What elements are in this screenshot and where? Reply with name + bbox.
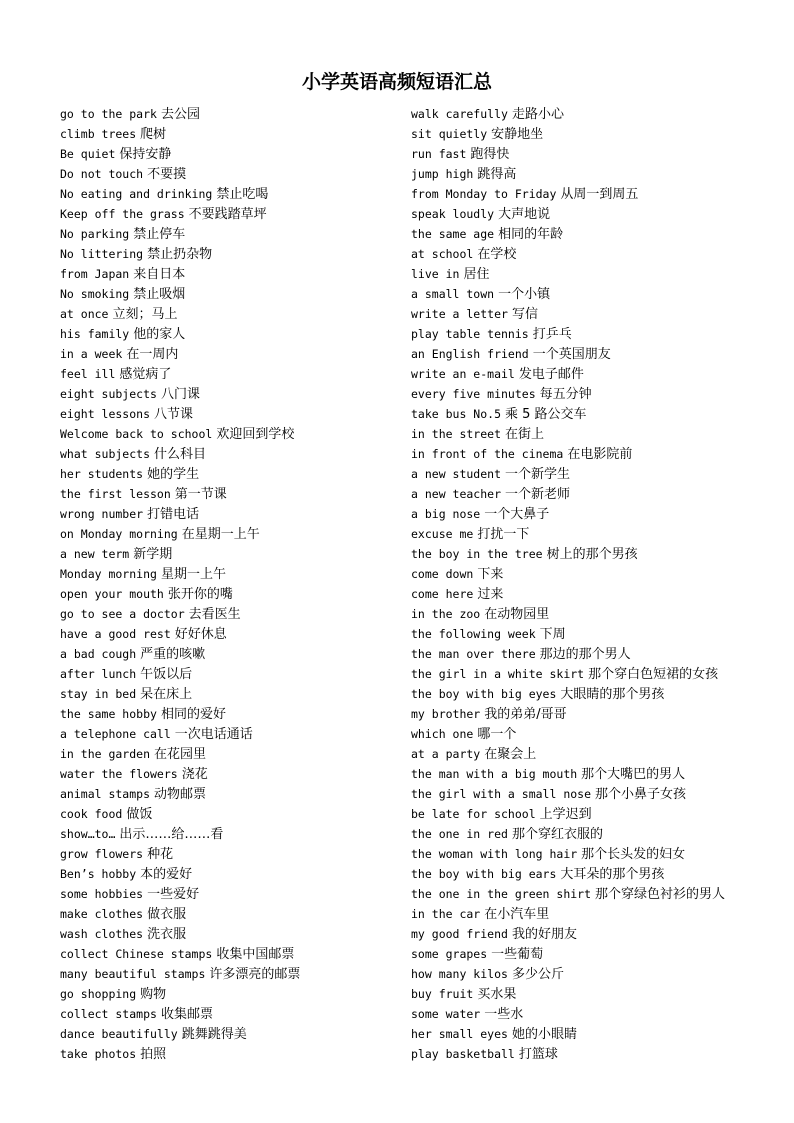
phrase-row (60, 484, 400, 504)
phrase-row (60, 884, 400, 904)
phrase-english: a new student (411, 467, 502, 481)
phrase-english: the girl with a small nose (411, 787, 592, 801)
phrase-english: cook food (60, 807, 123, 821)
phrase-row (411, 1024, 781, 1044)
phrase-chinese: 午饭以后 (140, 667, 193, 682)
page-title: 小学英语高频短语汇总 (301, 71, 492, 93)
phrase-english: eight subjects (60, 387, 157, 401)
phrase-row (60, 384, 400, 404)
phrase-row (411, 564, 781, 584)
phrase-english: dance beautifully (60, 1027, 178, 1041)
phrase-chinese: 在动物园里 (484, 607, 550, 622)
phrase-english: some hobbies (60, 887, 144, 901)
phrase-chinese: 什么科目 (154, 447, 207, 462)
phrase-chinese: 居住 (463, 267, 490, 282)
phrase-row (60, 564, 400, 584)
phrase-row (60, 664, 400, 684)
phrase-row (60, 764, 400, 784)
phrase-chinese: 走路小心 (511, 107, 564, 122)
phrase-english: excuse me (411, 527, 474, 541)
phrase-row (60, 264, 400, 284)
phrase-row (60, 704, 400, 724)
phrase-chinese: 上学迟到 (539, 807, 592, 822)
phrase-english: play table tennis (411, 327, 529, 341)
phrase-english: every five minutes (411, 387, 536, 401)
left-phrase-column (60, 104, 400, 1064)
phrase-chinese: 感觉病了 (119, 367, 172, 382)
phrase-chinese: 相同的年龄 (498, 227, 564, 242)
phrase-english: No eating and drinking (60, 187, 213, 201)
phrase-english: which one (411, 727, 474, 741)
phrase-chinese: 八门课 (160, 387, 200, 402)
phrase-row (411, 1004, 781, 1024)
phrase-chinese: 我的好朋友 (511, 927, 577, 942)
phrase-english: water the flowers (60, 767, 178, 781)
phrase-row (411, 944, 781, 964)
phrase-chinese: 打扰一下 (477, 527, 530, 542)
phrase-row (60, 144, 400, 164)
phrase-english: No smoking (60, 287, 130, 301)
phrase-chinese: 在一周内 (126, 347, 179, 362)
phrase-row (411, 784, 781, 804)
phrase-english: come down (411, 567, 474, 581)
phrase-chinese: 星期一上午 (160, 567, 226, 582)
phrase-row (411, 624, 781, 644)
phrase-chinese: 多少公斤 (511, 967, 564, 982)
phrase-chinese: 下周 (539, 627, 566, 642)
phrase-chinese: 买水果 (477, 987, 517, 1002)
phrase-row (60, 164, 400, 184)
phrase-row (60, 864, 400, 884)
phrase-english: go to see a doctor (60, 607, 185, 621)
phrase-english: write a letter (411, 307, 508, 321)
phrase-row (411, 704, 781, 724)
phrase-chinese: 我的弟弟/哥哥 (484, 707, 567, 722)
phrase-row (60, 624, 400, 644)
phrase-row (411, 604, 781, 624)
phrase-row (411, 804, 781, 824)
phrase-english: the same age (411, 227, 495, 241)
phrase-english: at school (411, 247, 474, 261)
phrase-english: open your mouth (60, 587, 164, 601)
phrase-row (60, 724, 400, 744)
phrase-chinese: 不要摸 (147, 167, 187, 182)
phrase-chinese: 一些水 (484, 1007, 524, 1022)
phrase-chinese: 好好休息 (174, 627, 227, 642)
phrase-chinese: 一些葡萄 (491, 947, 544, 962)
phrase-english: in the garden (60, 747, 151, 761)
phrase-chinese: 那个长头发的妇女 (581, 847, 686, 862)
phrase-english: what subjects (60, 447, 151, 461)
phrase-chinese: 张开你的嘴 (167, 587, 233, 602)
phrase-chinese: 一个新老师 (505, 487, 571, 502)
phrase-chinese: 写信 (511, 307, 538, 322)
phrase-row (60, 304, 400, 324)
phrase-english: his family (60, 327, 130, 341)
phrase-english: write an e-mail (411, 367, 515, 381)
phrase-english: at once (60, 307, 109, 321)
phrase-row (411, 824, 781, 844)
phrase-chinese: 在学校 (477, 247, 517, 262)
phrase-row (60, 684, 400, 704)
phrase-chinese: 来自日本 (133, 267, 186, 282)
phrase-row (411, 744, 781, 764)
phrase-english: an English friend (411, 347, 529, 361)
phrase-english: the woman with long hair (411, 847, 578, 861)
phrase-row (411, 484, 781, 504)
phrase-english: be late for school (411, 807, 536, 821)
phrase-english: Ben’s hobby (60, 867, 137, 881)
phrase-chinese: 打乒乓 (532, 327, 572, 342)
phrase-row (60, 444, 400, 464)
phrase-row (60, 584, 400, 604)
phrase-english: a new teacher (411, 487, 502, 501)
phrase-chinese: 种花 (147, 847, 174, 862)
phrase-row (60, 1024, 400, 1044)
phrase-english: the boy with big ears (411, 867, 557, 881)
phrase-english: run fast (411, 147, 467, 161)
phrase-english: grow flowers (60, 847, 144, 861)
phrase-english: the one in red (411, 827, 508, 841)
phrase-english: at a party (411, 747, 481, 761)
phrase-chinese: 发电子邮件 (518, 367, 584, 382)
phrase-row (411, 384, 781, 404)
phrase-chinese: 洗衣服 (147, 927, 187, 942)
phrase-chinese: 跑得快 (470, 147, 510, 162)
phrase-chinese: 一次电话通话 (174, 727, 253, 742)
phrase-english: in the street (411, 427, 502, 441)
phrase-row (60, 644, 400, 664)
phrase-chinese: 他的家人 (133, 327, 186, 342)
phrase-chinese: 做饭 (126, 807, 153, 822)
phrase-chinese: 树上的那个男孩 (546, 547, 638, 562)
phrase-row (60, 924, 400, 944)
phrase-english: live in (411, 267, 460, 281)
right-phrase-column (411, 104, 781, 1064)
phrase-row (60, 184, 400, 204)
phrase-row (411, 1044, 781, 1064)
phrase-row (411, 184, 781, 204)
phrase-english: the man with a big mouth (411, 767, 578, 781)
phrase-row (411, 664, 781, 684)
phrase-chinese: 禁止扔杂物 (147, 247, 213, 262)
phrase-chinese: 那边的那个男人 (539, 647, 631, 662)
phrase-chinese: 一个新学生 (505, 467, 571, 482)
phrase-english: Welcome back to school (60, 427, 213, 441)
phrase-chinese: 禁止吸烟 (133, 287, 186, 302)
phrase-chinese: 浇花 (181, 767, 208, 782)
phrase-english: some water (411, 1007, 481, 1021)
phrase-row (411, 224, 781, 244)
phrase-row (60, 504, 400, 524)
phrase-row (411, 964, 781, 984)
phrase-chinese: 在街上 (505, 427, 545, 442)
phrase-chinese: 从周一到周五 (560, 187, 639, 202)
phrase-row (60, 904, 400, 924)
phrase-chinese: 在花园里 (154, 747, 207, 762)
phrase-english: wrong number (60, 507, 144, 521)
phrase-row (60, 424, 400, 444)
phrase-row (60, 944, 400, 964)
phrase-row (411, 924, 781, 944)
phrase-english: climb trees (60, 127, 137, 141)
phrase-row (411, 204, 781, 224)
phrase-english: Do not touch (60, 167, 144, 181)
phrase-chinese: 严重的咳嗽 (140, 647, 206, 662)
phrase-english: on Monday morning (60, 527, 178, 541)
phrase-row (411, 424, 781, 444)
phrase-row (60, 604, 400, 624)
phrase-english: go shopping (60, 987, 137, 1001)
phrase-row (411, 984, 781, 1004)
phrase-chinese: 她的小眼睛 (511, 1027, 577, 1042)
phrase-english: in the zoo (411, 607, 481, 621)
phrase-chinese: 打篮球 (518, 1047, 558, 1062)
phrase-chinese: 那个穿红衣服的 (511, 827, 603, 842)
phrase-english: Monday morning (60, 567, 157, 581)
phrase-english: the same hobby (60, 707, 157, 721)
phrase-chinese: 做衣服 (147, 907, 187, 922)
phrase-chinese: 一个小镇 (498, 287, 551, 302)
phrase-english: make clothes (60, 907, 144, 921)
phrase-row (411, 284, 781, 304)
phrase-chinese: 一些爱好 (147, 887, 200, 902)
phrase-english: the first lesson (60, 487, 171, 501)
phrase-english: the one in the green shirt (411, 887, 592, 901)
phrase-english: after lunch (60, 667, 137, 681)
phrase-chinese: 乘 5 路公交车 (505, 407, 587, 422)
phrase-row (411, 344, 781, 364)
phrase-english: her small eyes (411, 1027, 508, 1041)
phrase-english: my good friend (411, 927, 508, 941)
phrase-row (411, 404, 781, 424)
phrase-english: my brother (411, 707, 481, 721)
phrase-row (411, 764, 781, 784)
phrase-chinese: 大眼睛的那个男孩 (560, 687, 665, 702)
phrase-chinese: 在星期一上午 (181, 527, 260, 542)
phrase-chinese: 购物 (140, 987, 167, 1002)
phrase-row (411, 504, 781, 524)
phrase-chinese: 去公园 (160, 107, 200, 122)
phrase-row (60, 344, 400, 364)
phrase-chinese: 禁止停车 (133, 227, 186, 242)
phrase-english: from Monday to Friday (411, 187, 557, 201)
phrase-row (60, 284, 400, 304)
phrase-row (411, 104, 781, 124)
phrase-row (411, 464, 781, 484)
phrase-english: speak loudly (411, 207, 495, 221)
phrase-chinese: 过来 (477, 587, 504, 602)
phrase-english: animal stamps (60, 787, 151, 801)
phrase-row (60, 364, 400, 384)
phrase-english: her students (60, 467, 144, 481)
phrase-english: have a good rest (60, 627, 171, 641)
phrase-chinese: 哪一个 (477, 727, 517, 742)
phrase-english: a new term (60, 547, 130, 561)
phrase-english: in front of the cinema (411, 447, 564, 461)
phrase-chinese: 大声地说 (498, 207, 551, 222)
phrase-row (60, 524, 400, 544)
phrase-english: the man over there (411, 647, 536, 661)
phrase-english: go to the park (60, 107, 157, 121)
phrase-chinese: 动物邮票 (154, 787, 207, 802)
phrase-chinese: 不要践踏草坪 (188, 207, 267, 222)
phrase-english: eight lessons (60, 407, 151, 421)
phrase-row (411, 264, 781, 284)
phrase-row (411, 164, 781, 184)
phrase-row (60, 464, 400, 484)
phrase-chinese: 在小汽车里 (484, 907, 550, 922)
phrase-row (411, 324, 781, 344)
phrase-chinese: 保持安静 (119, 147, 172, 162)
phrase-english: in the car (411, 907, 481, 921)
phrase-english: feel ill (60, 367, 116, 381)
phrase-row (60, 744, 400, 764)
phrase-english: in a week (60, 347, 123, 361)
phrase-chinese: 呆在床上 (140, 687, 193, 702)
phrase-english: how many kilos (411, 967, 508, 981)
phrase-row (411, 244, 781, 264)
phrase-row (60, 404, 400, 424)
phrase-chinese: 一个英国朋友 (532, 347, 611, 362)
phrase-row (60, 104, 400, 124)
phrase-chinese: 在聚会上 (484, 747, 537, 762)
phrase-row (60, 844, 400, 864)
phrase-row (60, 124, 400, 144)
phrase-english: come here (411, 587, 474, 601)
phrase-english: wash clothes (60, 927, 144, 941)
phrase-english: play basketball (411, 1047, 515, 1061)
phrase-chinese: 相同的爱好 (160, 707, 226, 722)
phrase-row (60, 984, 400, 1004)
phrase-row (411, 584, 781, 604)
phrase-row (411, 724, 781, 744)
phrase-row (411, 304, 781, 324)
phrase-row (411, 444, 781, 464)
phrase-english: buy fruit (411, 987, 474, 1001)
phrase-chinese: 一个大鼻子 (484, 507, 550, 522)
phrase-english: stay in bed (60, 687, 137, 701)
phrase-chinese: 那个小鼻子女孩 (595, 787, 687, 802)
phrase-english: Keep off the grass (60, 207, 185, 221)
phrase-english: a bad cough (60, 647, 137, 661)
phrase-row (60, 1004, 400, 1024)
phrase-chinese: 那个大嘴巴的男人 (581, 767, 686, 782)
phrase-chinese: 立刻；马上 (112, 307, 178, 322)
phrase-chinese: 安静地坐 (491, 127, 544, 142)
phrase-english: walk carefully (411, 107, 508, 121)
phrase-row (60, 1044, 400, 1064)
phrase-english: a big nose (411, 507, 481, 521)
phrase-chinese: 爬树 (140, 127, 167, 142)
phrase-row (411, 904, 781, 924)
phrase-chinese: 跳得高 (477, 167, 517, 182)
phrase-english: some grapes (411, 947, 488, 961)
phrase-chinese: 在电影院前 (567, 447, 633, 462)
phrase-english: No parking (60, 227, 130, 241)
phrase-row (60, 804, 400, 824)
phrase-english: jump high (411, 167, 474, 181)
phrase-row (411, 864, 781, 884)
phrase-row (411, 684, 781, 704)
phrase-english: show…to… (60, 827, 116, 841)
phrase-english: take photos (60, 1047, 137, 1061)
phrase-chinese: 大耳朵的那个男孩 (560, 867, 665, 882)
phrase-chinese: 跳舞跳得美 (181, 1027, 247, 1042)
phrase-chinese: 欢迎回到学校 (216, 427, 295, 442)
phrase-chinese: 那个穿绿色衬衫的男人 (595, 887, 726, 902)
phrase-english: a small town (411, 287, 495, 301)
phrase-chinese: 每五分钟 (539, 387, 592, 402)
phrase-english: No littering (60, 247, 144, 261)
phrase-row (60, 784, 400, 804)
phrase-english: collect Chinese stamps (60, 947, 213, 961)
phrase-chinese: 她的学生 (147, 467, 200, 482)
phrase-row (411, 644, 781, 664)
phrase-english: Be quiet (60, 147, 116, 161)
phrase-english: the boy with big eyes (411, 687, 557, 701)
phrase-row (60, 964, 400, 984)
phrase-english: a telephone call (60, 727, 171, 741)
phrase-english: sit quietly (411, 127, 488, 141)
phrase-row (411, 124, 781, 144)
phrase-row (60, 544, 400, 564)
phrase-chinese: 八节课 (154, 407, 194, 422)
phrase-chinese: 打错电话 (147, 507, 200, 522)
phrase-row (60, 224, 400, 244)
phrase-chinese: 拍照 (140, 1047, 167, 1062)
phrase-chinese: 禁止吃喝 (216, 187, 269, 202)
phrase-row (60, 204, 400, 224)
phrase-row (60, 244, 400, 264)
phrase-chinese: 第一节课 (174, 487, 227, 502)
phrase-english: many beautiful stamps (60, 967, 206, 981)
phrase-row (411, 144, 781, 164)
phrase-row (411, 844, 781, 864)
phrase-english: collect stamps (60, 1007, 157, 1021)
phrase-chinese: 收集中国邮票 (216, 947, 295, 962)
phrase-chinese: 出示……给……看 (119, 827, 224, 842)
phrase-english: the boy in the tree (411, 547, 543, 561)
phrase-english: the following week (411, 627, 536, 641)
phrase-chinese: 许多漂亮的邮票 (209, 967, 301, 982)
phrase-row (60, 324, 400, 344)
phrase-english: take bus No.5 (411, 407, 502, 421)
phrase-row (411, 524, 781, 544)
phrase-english: the girl in a white skirt (411, 667, 585, 681)
phrase-english: from Japan (60, 267, 130, 281)
phrase-row (411, 544, 781, 564)
phrase-chinese: 下来 (477, 567, 504, 582)
phrase-chinese: 新学期 (133, 547, 173, 562)
phrase-chinese: 本的爱好 (140, 867, 193, 882)
phrase-row (60, 824, 400, 844)
phrase-chinese: 收集邮票 (160, 1007, 213, 1022)
phrase-row (411, 884, 781, 904)
phrase-chinese: 那个穿白色短裙的女孩 (588, 667, 719, 682)
phrase-chinese: 去看医生 (188, 607, 241, 622)
phrase-row (411, 364, 781, 384)
